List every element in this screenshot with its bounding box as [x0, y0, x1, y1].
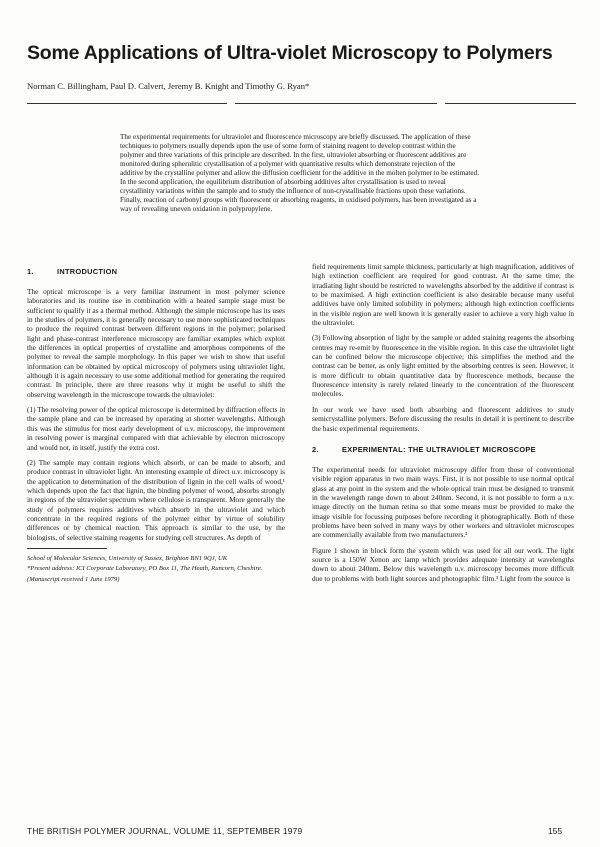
reason-1-paragraph: (1) The resolving power of the optical microscope is determined by diffraction effects in the sample plane and can be increased by operating at shorter wavelengths. Although this was the stimulus for most early development of u.v. microscopy, the improvement in resolving power is marginal compared with that achievable by electron microscopy and would not, in itself, justify the extra cost. — [27, 405, 285, 452]
reason-3-paragraph: (3) Following absorption of light by the sample or added staining reagents the absorbing centres may re-emit by fluorescence in the visible region. In this case the ultraviolet light can be confined below the microscope objective; this simplifies the method and the contrast can be better, as only light emitted by the absorbing centres is seen. However, it is more difficult to obtain quantitative data by fluorescence methods, because the fluorescence intensity is rarely related linearly to the concentration of the fluorescent molecules. — [312, 333, 574, 399]
section-2-number: 2. — [312, 444, 319, 454]
reason-2-paragraph: (2) The sample may contain regions which absorb, or can be made to absorb, and produce contrast in ultraviolet light. An interesting example of direct u.v. microscopy is the application to determination of the distribution of lignin in the cell walls of wood,¹ which depends upon the fact that lignin, the binding polymer of wood, absorbs strongly in regions of the ultraviolet spectrum where cellulose is transparent. More generally the study of polymers requires additives which absorb in the ultraviolet and which concentrate in the required regions of the polymer either by virtue of solubility differences or by chemical reaction. This approach is similar to the use, by the biologists, of selective staining reagents for studying cell structures. As depth of — [27, 457, 285, 542]
figure-1-paragraph: Figure 1 shown in block form the system which was used for all our work. The light source is a 150W Xenon arc lamp which provides adequate intensity at wavelengths down to about 240nm. Below this wavelength u.v. microscopy becomes more difficult due to problems with both light sources and photographic film.³ Light from the source is — [312, 545, 574, 583]
header-rule-middle — [235, 103, 437, 104]
abstract: The experimental requirements for ultraviolet and fluorescence microscopy are briefly discussed. The application of these techniques to polymers usually depends upon the use of some form of staining reagent to develop contrast within the polymer and three variations of this principle are described. In the first, ultraviolet absorbing or fluorescent additives are monitored during spherulitic crystallisation of a polymer with quantitative results which demonstrate rejection of the additive by the crystalline polymer and allow the diffusion coefficient for the additive in the molten polymer to be estimated. In the second application, the equilibrium distribution of absorbing additives after crystallisation is used to reveal crystallinity variations within the sample and to study the influence of non-crystallisable fractions upon these variations. Finally, reaction of carbonyl groups with fluorescent or absorbing reagents, in oxidised polymers, has been investigated as a way of revealing uneven oxidation in polypropylene. — [120, 133, 480, 214]
our-work-paragraph: In our work we have used both absorbing and fluorescent additives to study semicrystalline polymers. Before discussing the results in detail it is pertinent to describe the basic experimental requirements. — [312, 404, 574, 433]
manuscript-received-footnote: (Manuscript received 1 June 1979) — [27, 575, 120, 583]
continued-paragraph: field requirements limit sample thickness, particularly at high magnification, additives of high extinction coefficient are required for good contrast. At the same time, the irradiating light should be restricted to wavelengths absorbed by the additive if contrast is to be maximised. A high extinction coefficient is also desirable because many useful additives have only limited solubility in polymers; although high extinction coefficients in the visible region are well known it is generally easier to achieve a very high value in the ultraviolet. — [312, 262, 574, 328]
section-1-number: 1. — [27, 267, 34, 276]
author-list: Norman C. Billingham, Paul D. Calvert, Jeremy B. Knight and Timothy G. Ryan* — [27, 81, 310, 91]
affiliation-footnote: School of Molecular Sciences, University of Sussex, Brighton BN1 9QJ, UK — [27, 554, 228, 562]
section-2-heading — [312, 445, 574, 455]
journal-footer: THE BRITISH POLYMER JOURNAL, VOLUME 11, SEPTEMBER 1979 — [27, 826, 303, 836]
page-number: 155 — [548, 826, 562, 836]
left-column — [27, 262, 285, 586]
footnote-separator — [27, 548, 107, 549]
right-column — [312, 262, 574, 589]
intro-paragraph: The optical microscope is a very familiar instrument in most polymer science laboratories and its routine use in combination with a heated sample stage must be sufficient to qualify it as a thermal method. Although the simple microscope has its uses in the studies of polymers, it is generally necessary to use more sophisticated techniques to produce the required contrast between different regions in the polymer; polarised light and phase-contrast interference microscopy are familiar examples which exploit the differences in optical properties of crystalline and amorphous components of the polymer to reveal the sample morphology. In this paper we wish to show that useful information can be obtained by optical microscopy of polymers using ultraviolet light, although it is again necessary to use some additional method for generating the required contrast. In principle, there are three reasons why it might be useful to shift the observing wavelength in the microscope towards the ultraviolet: — [27, 287, 285, 399]
experimental-paragraph: The experimental needs for ultraviolet microscopy differ from those of conventional visible region apparatus in two main ways. First, it is not possible to use normal optical glass at any point in the system and the whole optical train must be designed to transmit in the wavelength range down to about 240nm. Second, it is not possible to form a u.v. image directly on the human retina so that some means must be provided to make the image visible for focussing purposes before recording it photographically. Both of these problems have been solved in many ways by other workers and ultraviolet microscopes are commercially available from two manufacturers.² — [312, 464, 574, 540]
present-address-footnote: *Present address: ICI Corporate Laboratory, PO Box 11, The Heath, Runcorn, Cheshire. — [27, 565, 263, 573]
section-1-title: INTRODUCTION — [57, 267, 118, 276]
header-rule-left — [27, 103, 227, 104]
section-2-title: EXPERIMENTAL: THE ULTRAVIOLET MICROSCOPE — [342, 444, 536, 454]
header-rule-right — [445, 103, 576, 104]
article-title: Some Applications of Ultra-violet Microscopy to Polymers — [27, 42, 553, 64]
section-1-heading — [27, 267, 285, 277]
